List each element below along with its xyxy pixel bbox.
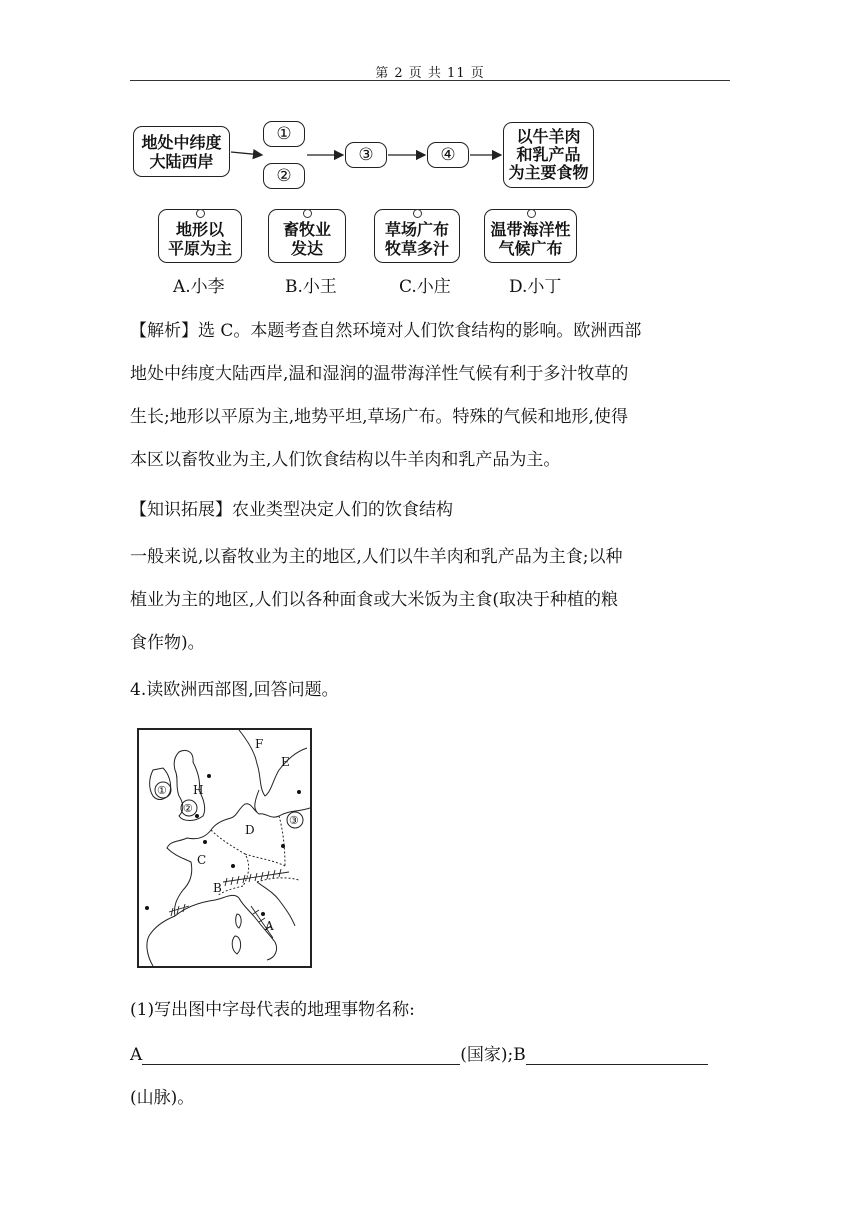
answer-line-2: (山脉)。 bbox=[130, 1088, 195, 1108]
iberia-outline bbox=[147, 916, 175, 966]
option-a-text: 地形以 平原为主 bbox=[167, 220, 232, 258]
extension-title: 【知识拓展】农业类型决定人们的饮食结构 bbox=[130, 500, 453, 520]
city-dot bbox=[281, 844, 285, 848]
pyrenees-hatch bbox=[169, 904, 189, 916]
answer-a-blank[interactable] bbox=[142, 1046, 460, 1065]
extension-line-2: 植业为主的地区,人们以各种面食或大米饭为主食(取决于种植的粮 bbox=[130, 590, 619, 610]
option-box-b bbox=[268, 209, 346, 263]
map-label-h: H bbox=[193, 783, 204, 797]
flow-node-3: ③ bbox=[345, 142, 387, 168]
map-label-a: A bbox=[265, 919, 274, 933]
analysis-line-2: 地处中纬度大陆西岸,温和湿润的温带海洋性气候有利于多汁牧草的 bbox=[130, 364, 629, 384]
option-box-a bbox=[158, 209, 242, 263]
flow-node-2: ② bbox=[263, 163, 305, 189]
sardinia-outline bbox=[232, 936, 240, 954]
city-dot bbox=[231, 864, 235, 868]
city-dot bbox=[145, 906, 149, 910]
answer-b-blank[interactable] bbox=[526, 1046, 708, 1065]
map-label-d: D bbox=[245, 823, 255, 837]
western-europe-map bbox=[137, 728, 312, 968]
question-4-sub-1: (1)写出图中字母代表的地理事物名称: bbox=[130, 1000, 415, 1020]
map-label-circle-2: ② bbox=[183, 802, 193, 815]
option-b-text: 畜牧业 发达 bbox=[282, 220, 331, 258]
map-label-circle-1: ① bbox=[157, 784, 167, 797]
pin-hole-icon bbox=[303, 209, 312, 218]
pin-hole-icon bbox=[527, 209, 536, 218]
page-header: 第 2 页 共 11 页 bbox=[375, 66, 485, 81]
flow-start-box: 地处中纬度 大陆西岸 bbox=[133, 126, 230, 177]
pin-hole-icon bbox=[196, 209, 205, 218]
answer-line-1 bbox=[130, 1040, 708, 1065]
city-dot bbox=[207, 774, 211, 778]
map-label-e: E bbox=[281, 755, 290, 769]
option-d-text: 温带海洋性 气候广布 bbox=[490, 220, 571, 258]
option-box-c bbox=[374, 209, 460, 263]
flow-node-1: ① bbox=[263, 121, 305, 147]
scandinavia-outline bbox=[239, 730, 307, 812]
option-label-d: D.小丁 bbox=[509, 277, 562, 297]
flow-end-box: 以牛羊肉 和乳产品 为主要食物 bbox=[503, 122, 594, 188]
extension-line-1: 一般来说,以畜牧业为主的地区,人们以牛羊肉和乳产品为主食;以种 bbox=[130, 547, 623, 567]
analysis-line-3: 生长;地形以平原为主,地势平坦,草场广布。特殊的气候和地形,使得 bbox=[130, 407, 628, 427]
analysis-line-1: 【解析】选 C。本题考查自然环境对人们饮食结构的影响。欧洲西部 bbox=[130, 321, 642, 341]
map-label-b: B bbox=[213, 881, 222, 895]
map-label-c: C bbox=[197, 853, 207, 867]
border-lines bbox=[211, 816, 299, 896]
question-4-title: 4.读欧洲西部图,回答问题。 bbox=[130, 680, 339, 700]
answer-a-letter: A bbox=[130, 1045, 143, 1065]
option-box-d bbox=[484, 209, 577, 263]
corsica-outline bbox=[236, 914, 241, 928]
city-dot bbox=[261, 912, 265, 916]
option-c-text: 草场广布 牧草多汁 bbox=[384, 220, 449, 258]
map-drawing bbox=[139, 730, 310, 966]
extension-line-3: 食作物)。 bbox=[130, 633, 205, 653]
map-label-circle-3: ③ bbox=[289, 814, 299, 827]
answer-a-suffix: (国家);B bbox=[460, 1045, 526, 1065]
analysis-line-4: 本区以畜牧业为主,人们饮食结构以牛羊肉和乳产品为主。 bbox=[130, 450, 561, 470]
alps-hatch bbox=[223, 869, 289, 886]
option-label-b: B.小王 bbox=[285, 277, 337, 297]
option-label-c: C.小庄 bbox=[399, 277, 451, 297]
city-dot bbox=[195, 814, 199, 818]
option-label-a: A.小李 bbox=[173, 277, 225, 297]
pin-hole-icon bbox=[413, 209, 422, 218]
flow-arrows bbox=[0, 0, 860, 220]
city-dot bbox=[203, 840, 207, 844]
map-label-f: F bbox=[255, 737, 264, 751]
city-dot bbox=[297, 790, 301, 794]
flow-node-4: ④ bbox=[427, 142, 469, 168]
arrow-start-to-12 bbox=[231, 152, 262, 155]
